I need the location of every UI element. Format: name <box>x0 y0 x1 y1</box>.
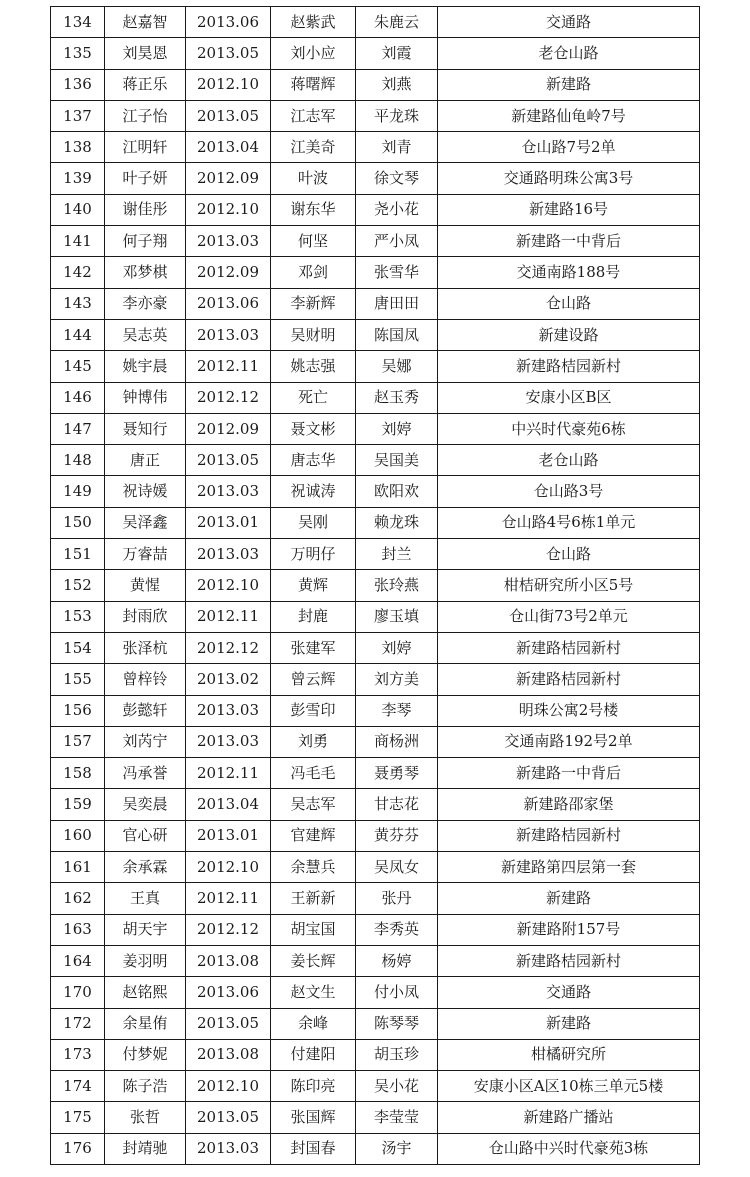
cell-birth-date: 2012.11 <box>186 883 271 914</box>
cell-father-name: 祝诚涛 <box>271 476 356 507</box>
cell-birth-date: 2013.05 <box>186 100 271 131</box>
cell-birth-date: 2012.11 <box>186 351 271 382</box>
cell-birth-date: 2012.09 <box>186 413 271 444</box>
cell-number: 152 <box>51 570 105 601</box>
cell-address: 仓山路 <box>438 288 700 319</box>
cell-father-name: 江志军 <box>271 100 356 131</box>
cell-birth-date: 2012.12 <box>186 382 271 413</box>
cell-number: 160 <box>51 820 105 851</box>
cell-child-name: 何子翔 <box>105 226 186 257</box>
cell-child-name: 姜羽明 <box>105 945 186 976</box>
table-row <box>51 1133 700 1164</box>
cell-child-name: 刘芮宁 <box>105 726 186 757</box>
cell-child-name: 蒋正乐 <box>105 69 186 100</box>
cell-address: 新建路16号 <box>438 194 700 225</box>
cell-birth-date: 2013.08 <box>186 1039 271 1070</box>
cell-address: 交通路明珠公寓3号 <box>438 163 700 194</box>
cell-child-name: 张泽杭 <box>105 632 186 663</box>
cell-child-name: 邓梦棋 <box>105 257 186 288</box>
cell-father-name: 死亡 <box>271 382 356 413</box>
table-row <box>51 1008 700 1039</box>
cell-mother-name: 陈国凤 <box>356 319 438 350</box>
cell-address: 新建路 <box>438 883 700 914</box>
cell-address: 新建路桔园新村 <box>438 664 700 695</box>
cell-child-name: 余承霖 <box>105 852 186 883</box>
table-row <box>51 1071 700 1102</box>
cell-child-name: 祝诗媛 <box>105 476 186 507</box>
table-row <box>51 883 700 914</box>
cell-child-name: 余星侑 <box>105 1008 186 1039</box>
cell-child-name: 谢佳彤 <box>105 194 186 225</box>
cell-father-name: 曾云辉 <box>271 664 356 695</box>
table-row <box>51 820 700 851</box>
cell-number: 172 <box>51 1008 105 1039</box>
cell-address: 仓山路4号6栋1单元 <box>438 507 700 538</box>
cell-mother-name: 甘志花 <box>356 789 438 820</box>
cell-birth-date: 2013.05 <box>186 38 271 69</box>
cell-address: 新建路第四层第一套 <box>438 852 700 883</box>
cell-father-name: 王新新 <box>271 883 356 914</box>
cell-birth-date: 2012.12 <box>186 632 271 663</box>
cell-number: 139 <box>51 163 105 194</box>
cell-number: 146 <box>51 382 105 413</box>
cell-father-name: 叶波 <box>271 163 356 194</box>
cell-address: 新建设路 <box>438 319 700 350</box>
cell-address: 交通路 <box>438 977 700 1008</box>
cell-address: 明珠公寓2号楼 <box>438 695 700 726</box>
cell-birth-date: 2013.03 <box>186 539 271 570</box>
cell-mother-name: 刘青 <box>356 132 438 163</box>
cell-father-name: 封国春 <box>271 1133 356 1164</box>
roster-sheet <box>50 6 699 1165</box>
cell-birth-date: 2012.10 <box>186 570 271 601</box>
cell-child-name: 彭懿轩 <box>105 695 186 726</box>
cell-father-name: 吴刚 <box>271 507 356 538</box>
cell-address: 交通路 <box>438 7 700 38</box>
cell-child-name: 姚宇晨 <box>105 351 186 382</box>
cell-address: 中兴时代豪苑6栋 <box>438 413 700 444</box>
cell-address: 新建路 <box>438 1008 700 1039</box>
cell-child-name: 江明轩 <box>105 132 186 163</box>
cell-father-name: 张国辉 <box>271 1102 356 1133</box>
cell-birth-date: 2013.03 <box>186 476 271 507</box>
cell-mother-name: 李莹莹 <box>356 1102 438 1133</box>
cell-mother-name: 吴小花 <box>356 1071 438 1102</box>
table-row <box>51 726 700 757</box>
cell-child-name: 陈子浩 <box>105 1071 186 1102</box>
cell-birth-date: 2013.01 <box>186 820 271 851</box>
cell-number: 175 <box>51 1102 105 1133</box>
cell-number: 140 <box>51 194 105 225</box>
cell-address: 新建路一中背后 <box>438 226 700 257</box>
cell-address: 新建路桔园新村 <box>438 632 700 663</box>
cell-number: 173 <box>51 1039 105 1070</box>
cell-child-name: 赵铭熙 <box>105 977 186 1008</box>
cell-number: 163 <box>51 914 105 945</box>
table-row <box>51 539 700 570</box>
cell-address: 仓山路3号 <box>438 476 700 507</box>
cell-address: 仓山路中兴时代豪苑3栋 <box>438 1133 700 1164</box>
table-row <box>51 507 700 538</box>
cell-father-name: 蒋曙辉 <box>271 69 356 100</box>
cell-father-name: 邓剑 <box>271 257 356 288</box>
cell-mother-name: 唐田田 <box>356 288 438 319</box>
table-row <box>51 257 700 288</box>
cell-child-name: 胡天宇 <box>105 914 186 945</box>
cell-mother-name: 吴国美 <box>356 445 438 476</box>
cell-mother-name: 张玲燕 <box>356 570 438 601</box>
table-row <box>51 194 700 225</box>
cell-number: 153 <box>51 601 105 632</box>
cell-birth-date: 2013.06 <box>186 977 271 1008</box>
cell-child-name: 黄惺 <box>105 570 186 601</box>
table-row <box>51 570 700 601</box>
roster-table <box>50 6 700 1165</box>
cell-child-name: 封靖驰 <box>105 1133 186 1164</box>
cell-birth-date: 2012.10 <box>186 194 271 225</box>
cell-father-name: 黄辉 <box>271 570 356 601</box>
cell-birth-date: 2013.03 <box>186 1133 271 1164</box>
cell-number: 174 <box>51 1071 105 1102</box>
cell-mother-name: 商杨洲 <box>356 726 438 757</box>
table-row <box>51 382 700 413</box>
cell-address: 新建路仙龟岭7号 <box>438 100 700 131</box>
table-row <box>51 445 700 476</box>
cell-mother-name: 吴凤女 <box>356 852 438 883</box>
cell-birth-date: 2013.04 <box>186 132 271 163</box>
cell-address: 新建路广播站 <box>438 1102 700 1133</box>
cell-mother-name: 张雪华 <box>356 257 438 288</box>
cell-birth-date: 2013.01 <box>186 507 271 538</box>
cell-mother-name: 封兰 <box>356 539 438 570</box>
cell-mother-name: 赖龙珠 <box>356 507 438 538</box>
cell-father-name: 付建阳 <box>271 1039 356 1070</box>
table-row <box>51 163 700 194</box>
cell-mother-name: 杨婷 <box>356 945 438 976</box>
cell-father-name: 万明仔 <box>271 539 356 570</box>
cell-birth-date: 2013.06 <box>186 7 271 38</box>
cell-child-name: 封雨欣 <box>105 601 186 632</box>
cell-address: 安康小区A区10栋三单元5楼 <box>438 1071 700 1102</box>
cell-number: 148 <box>51 445 105 476</box>
cell-address: 交通南路188号 <box>438 257 700 288</box>
cell-birth-date: 2012.09 <box>186 163 271 194</box>
cell-birth-date: 2012.09 <box>186 257 271 288</box>
cell-number: 150 <box>51 507 105 538</box>
cell-child-name: 官心研 <box>105 820 186 851</box>
cell-father-name: 余慧兵 <box>271 852 356 883</box>
cell-address: 新建路 <box>438 69 700 100</box>
cell-mother-name: 刘婷 <box>356 632 438 663</box>
cell-number: 176 <box>51 1133 105 1164</box>
cell-father-name: 聂文彬 <box>271 413 356 444</box>
cell-father-name: 冯毛毛 <box>271 758 356 789</box>
cell-father-name: 李新辉 <box>271 288 356 319</box>
cell-child-name: 刘昊恩 <box>105 38 186 69</box>
cell-birth-date: 2013.02 <box>186 664 271 695</box>
cell-child-name: 张哲 <box>105 1102 186 1133</box>
cell-birth-date: 2013.05 <box>186 1008 271 1039</box>
cell-mother-name: 廖玉填 <box>356 601 438 632</box>
cell-mother-name: 严小凤 <box>356 226 438 257</box>
cell-number: 143 <box>51 288 105 319</box>
cell-mother-name: 平龙珠 <box>356 100 438 131</box>
cell-address: 老仓山路 <box>438 38 700 69</box>
cell-father-name: 吴财明 <box>271 319 356 350</box>
cell-mother-name: 李琴 <box>356 695 438 726</box>
table-row <box>51 100 700 131</box>
cell-address: 新建路一中背后 <box>438 758 700 789</box>
cell-number: 144 <box>51 319 105 350</box>
table-row <box>51 226 700 257</box>
cell-father-name: 彭雪印 <box>271 695 356 726</box>
cell-birth-date: 2012.12 <box>186 914 271 945</box>
cell-father-name: 赵紫武 <box>271 7 356 38</box>
cell-birth-date: 2013.03 <box>186 226 271 257</box>
table-row <box>51 413 700 444</box>
table-row <box>51 977 700 1008</box>
table-row <box>51 1039 700 1070</box>
cell-number: 162 <box>51 883 105 914</box>
cell-child-name: 冯承誉 <box>105 758 186 789</box>
cell-number: 154 <box>51 632 105 663</box>
cell-mother-name: 刘方美 <box>356 664 438 695</box>
cell-address: 新建路桔园新村 <box>438 820 700 851</box>
cell-father-name: 谢东华 <box>271 194 356 225</box>
table-row <box>51 7 700 38</box>
cell-mother-name: 汤宇 <box>356 1133 438 1164</box>
table-row <box>51 132 700 163</box>
table-row <box>51 319 700 350</box>
cell-mother-name: 吴娜 <box>356 351 438 382</box>
table-row <box>51 758 700 789</box>
cell-father-name: 官建辉 <box>271 820 356 851</box>
cell-father-name: 张建军 <box>271 632 356 663</box>
cell-father-name: 刘小应 <box>271 38 356 69</box>
cell-address: 交通南路192号2单 <box>438 726 700 757</box>
table-row <box>51 945 700 976</box>
cell-birth-date: 2013.05 <box>186 445 271 476</box>
cell-number: 141 <box>51 226 105 257</box>
cell-child-name: 江子怡 <box>105 100 186 131</box>
cell-birth-date: 2013.08 <box>186 945 271 976</box>
cell-birth-date: 2012.11 <box>186 601 271 632</box>
cell-father-name: 江美奇 <box>271 132 356 163</box>
cell-number: 145 <box>51 351 105 382</box>
cell-child-name: 赵嘉智 <box>105 7 186 38</box>
cell-address: 仓山路 <box>438 539 700 570</box>
cell-mother-name: 徐文琴 <box>356 163 438 194</box>
cell-birth-date: 2012.10 <box>186 69 271 100</box>
cell-mother-name: 朱鹿云 <box>356 7 438 38</box>
cell-birth-date: 2013.04 <box>186 789 271 820</box>
cell-birth-date: 2013.06 <box>186 288 271 319</box>
table-row <box>51 695 700 726</box>
cell-mother-name: 聂勇琴 <box>356 758 438 789</box>
cell-child-name: 李亦豪 <box>105 288 186 319</box>
cell-address: 仓山路7号2单 <box>438 132 700 163</box>
cell-number: 157 <box>51 726 105 757</box>
cell-father-name: 赵文生 <box>271 977 356 1008</box>
cell-number: 156 <box>51 695 105 726</box>
cell-father-name: 胡宝国 <box>271 914 356 945</box>
cell-father-name: 刘勇 <box>271 726 356 757</box>
cell-mother-name: 欧阳欢 <box>356 476 438 507</box>
cell-father-name: 唐志华 <box>271 445 356 476</box>
cell-number: 149 <box>51 476 105 507</box>
cell-child-name: 叶子妍 <box>105 163 186 194</box>
roster-table-body <box>51 7 700 1165</box>
cell-child-name: 曾梓铃 <box>105 664 186 695</box>
cell-number: 136 <box>51 69 105 100</box>
cell-child-name: 聂知行 <box>105 413 186 444</box>
cell-father-name: 何坚 <box>271 226 356 257</box>
cell-child-name: 吴奕晨 <box>105 789 186 820</box>
cell-mother-name: 李秀英 <box>356 914 438 945</box>
cell-number: 135 <box>51 38 105 69</box>
cell-number: 158 <box>51 758 105 789</box>
cell-number: 164 <box>51 945 105 976</box>
cell-father-name: 陈印亮 <box>271 1071 356 1102</box>
cell-child-name: 唐正 <box>105 445 186 476</box>
cell-child-name: 付梦妮 <box>105 1039 186 1070</box>
cell-mother-name: 张丹 <box>356 883 438 914</box>
cell-birth-date: 2013.03 <box>186 726 271 757</box>
cell-mother-name: 尧小花 <box>356 194 438 225</box>
cell-number: 159 <box>51 789 105 820</box>
table-row <box>51 38 700 69</box>
cell-number: 147 <box>51 413 105 444</box>
cell-number: 134 <box>51 7 105 38</box>
cell-birth-date: 2013.03 <box>186 695 271 726</box>
table-row <box>51 476 700 507</box>
cell-address: 柑橘研究所 <box>438 1039 700 1070</box>
cell-number: 161 <box>51 852 105 883</box>
cell-address: 老仓山路 <box>438 445 700 476</box>
cell-father-name: 姜长辉 <box>271 945 356 976</box>
cell-address: 新建路桔园新村 <box>438 351 700 382</box>
cell-birth-date: 2012.11 <box>186 758 271 789</box>
cell-address: 新建路邵家堡 <box>438 789 700 820</box>
table-row <box>51 69 700 100</box>
table-row <box>51 288 700 319</box>
cell-address: 新建路附157号 <box>438 914 700 945</box>
table-row <box>51 601 700 632</box>
cell-mother-name: 赵玉秀 <box>356 382 438 413</box>
table-row <box>51 1102 700 1133</box>
cell-child-name: 钟博伟 <box>105 382 186 413</box>
cell-number: 138 <box>51 132 105 163</box>
cell-child-name: 吴泽鑫 <box>105 507 186 538</box>
cell-number: 151 <box>51 539 105 570</box>
cell-number: 170 <box>51 977 105 1008</box>
cell-child-name: 万睿喆 <box>105 539 186 570</box>
cell-birth-date: 2012.10 <box>186 852 271 883</box>
cell-address: 仓山街73号2单元 <box>438 601 700 632</box>
table-row <box>51 351 700 382</box>
table-row <box>51 664 700 695</box>
cell-mother-name: 陈琴琴 <box>356 1008 438 1039</box>
cell-father-name: 余峰 <box>271 1008 356 1039</box>
table-row <box>51 632 700 663</box>
cell-mother-name: 刘婷 <box>356 413 438 444</box>
cell-mother-name: 刘霞 <box>356 38 438 69</box>
cell-birth-date: 2013.03 <box>186 319 271 350</box>
cell-father-name: 封鹿 <box>271 601 356 632</box>
cell-mother-name: 付小凤 <box>356 977 438 1008</box>
table-row <box>51 852 700 883</box>
cell-father-name: 姚志强 <box>271 351 356 382</box>
cell-birth-date: 2012.10 <box>186 1071 271 1102</box>
cell-address: 安康小区B区 <box>438 382 700 413</box>
cell-mother-name: 胡玉珍 <box>356 1039 438 1070</box>
cell-father-name: 吴志军 <box>271 789 356 820</box>
table-row <box>51 914 700 945</box>
cell-address: 新建路桔园新村 <box>438 945 700 976</box>
cell-address: 柑桔研究所小区5号 <box>438 570 700 601</box>
cell-number: 137 <box>51 100 105 131</box>
cell-birth-date: 2013.05 <box>186 1102 271 1133</box>
cell-number: 142 <box>51 257 105 288</box>
cell-child-name: 王真 <box>105 883 186 914</box>
cell-number: 155 <box>51 664 105 695</box>
cell-mother-name: 黄芬芬 <box>356 820 438 851</box>
table-row <box>51 789 700 820</box>
cell-child-name: 吴志英 <box>105 319 186 350</box>
cell-mother-name: 刘燕 <box>356 69 438 100</box>
